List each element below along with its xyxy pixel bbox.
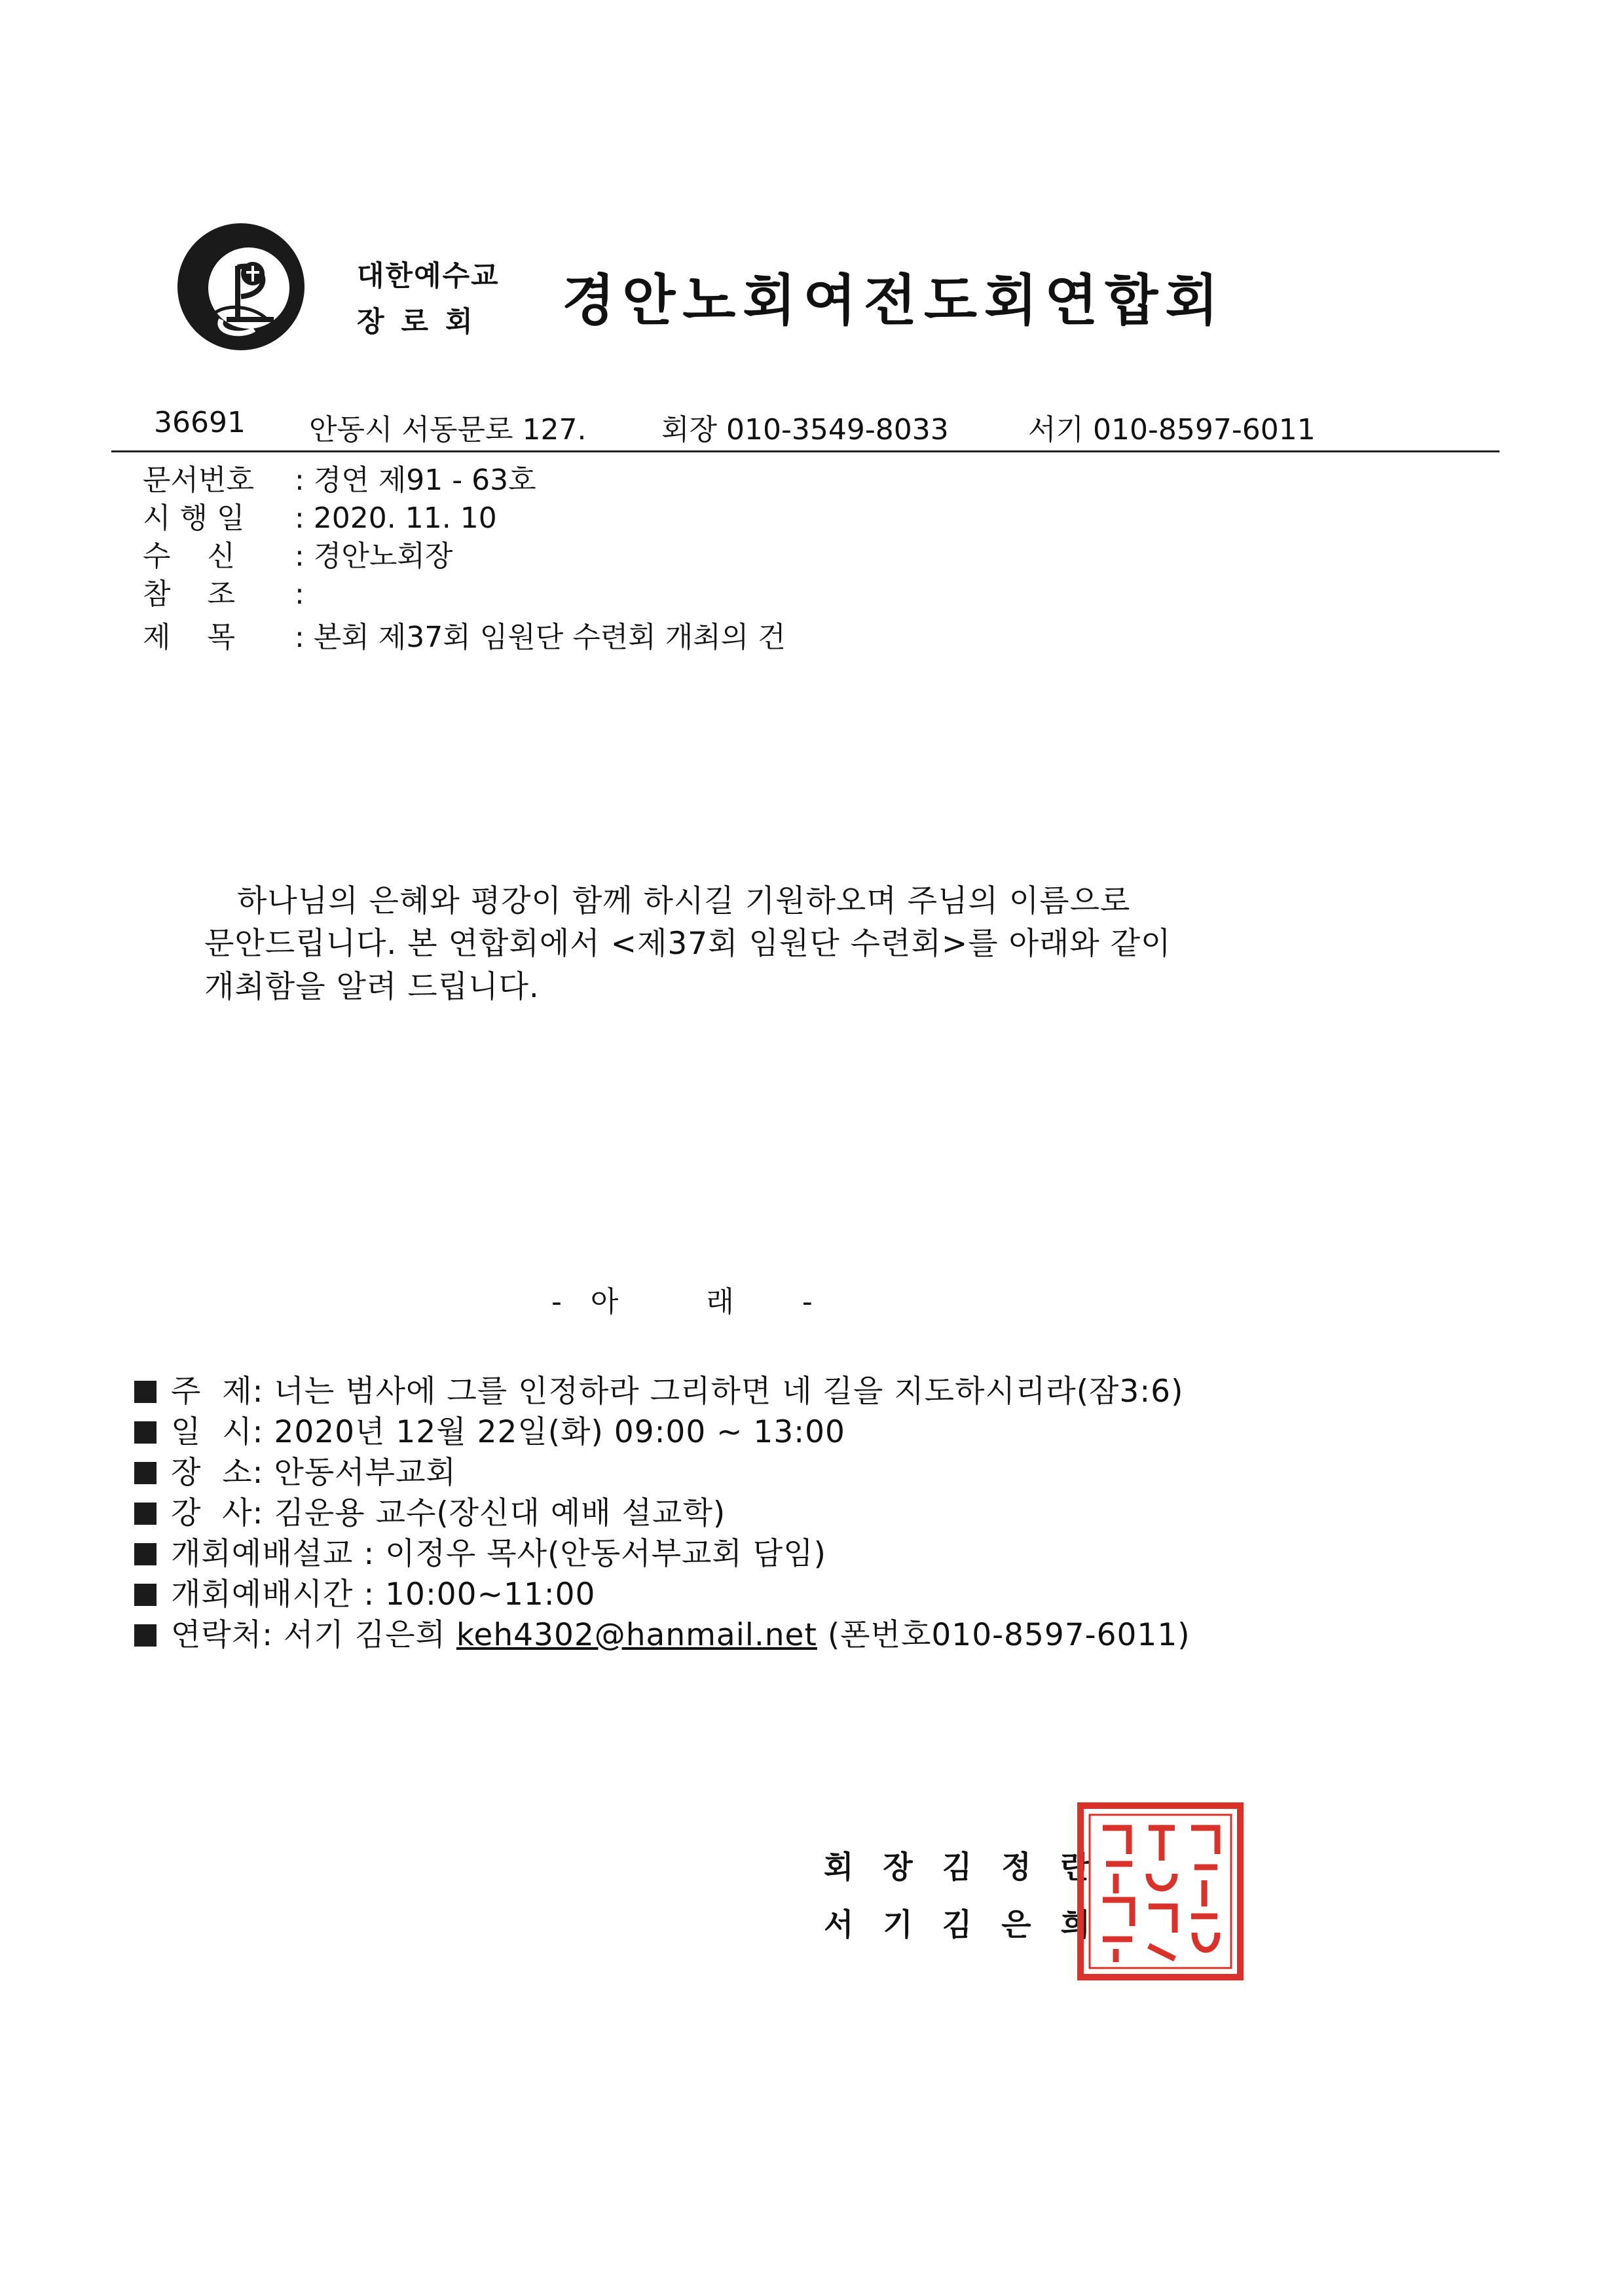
meta-label: 수 신 — [143, 539, 235, 573]
detail-value: : 10:00~11:00 — [353, 1576, 596, 1613]
detail-value: : 이정우 목사(안동서부교회 담임) — [353, 1536, 826, 1572]
recipient-row — [143, 532, 452, 574]
meta-value: : — [295, 577, 304, 611]
bullet-square-icon — [134, 1462, 157, 1484]
address: 안동시 서동문로 127. — [309, 413, 587, 446]
secretary-phone: 서기 010-8597-6011 — [1028, 413, 1316, 446]
meta-value: : 경안노회장 — [295, 539, 453, 573]
detail-label: 장 소: — [171, 1455, 264, 1491]
body-line-3: 개최함을 알려 드립니다. — [204, 969, 540, 1005]
meta-value: : 경연 제91 - 63호 — [295, 464, 536, 497]
notice-dash: - — [551, 1285, 562, 1319]
bullet-square-icon — [134, 1624, 157, 1647]
detail-value: 2020년 12월 22일(화) 09:00 ~ 13:00 — [263, 1414, 845, 1450]
detail-contact — [134, 1611, 1190, 1654]
detail-label: 개회예배시간 — [171, 1576, 354, 1613]
header-divider — [111, 450, 1500, 452]
meta-label: 시 행 일 — [143, 501, 245, 535]
signature-secretary: 서기김은희 — [824, 1907, 1120, 1943]
meta-value: : 2020. 11. 10 — [295, 501, 497, 535]
email-link[interactable]: keh4302@hanmail.net — [456, 1617, 817, 1653]
detail-theme — [134, 1367, 1183, 1411]
detail-label: 일 시: — [171, 1414, 264, 1450]
org-subtitle-line1: 대한예수교 — [357, 260, 500, 293]
org-subtitle-line2: 장로회 — [357, 306, 490, 338]
notice-text: 아 래 — [590, 1285, 773, 1319]
detail-place — [134, 1448, 456, 1492]
body-line-2: 문안드립니다. 본 연합회에서 <제37회 임원단 수련회>를 아래와 같이 — [204, 926, 1172, 962]
contact-line — [154, 406, 1333, 445]
notice-dash: - — [802, 1285, 813, 1319]
detail-value: 너는 범사에 그를 인정하라 그리하면 네 길을 지도하시리라(잠3:6) — [263, 1374, 1184, 1410]
postcode: 36691 — [154, 406, 246, 439]
meta-label: 문서번호 — [143, 464, 255, 497]
church-logo-icon — [175, 221, 306, 352]
org-title: 경안노회여전도회연합회 — [562, 268, 1226, 333]
bullet-square-icon — [134, 1503, 157, 1525]
detail-value: 김운용 교수(장신대 예배 설교학) — [263, 1495, 726, 1531]
detail-value: 서기 김은희 — [273, 1617, 456, 1653]
detail-datetime — [134, 1408, 845, 1451]
detail-label: 주 제: — [171, 1374, 264, 1410]
doc-number-row — [143, 456, 536, 498]
detail-value: 안동서부교회 — [263, 1455, 456, 1491]
detail-opening-sermon — [134, 1529, 826, 1573]
issue-date-row — [143, 494, 497, 536]
meta-label: 제 목 — [143, 621, 235, 654]
notice-heading — [551, 1278, 813, 1320]
body-line-1: 하나님의 은혜와 평강이 함께 하시길 기원하오며 주님의 이름으로 — [237, 883, 1131, 919]
detail-label: 강 사: — [171, 1495, 264, 1531]
reference-row — [143, 570, 304, 612]
signature-president: 회장김정란 — [824, 1850, 1120, 1886]
bullet-square-icon — [134, 1381, 157, 1403]
subject-row — [143, 613, 786, 655]
bullet-square-icon — [134, 1584, 157, 1606]
detail-opening-time — [134, 1570, 595, 1614]
detail-label: 개회예배설교 — [171, 1536, 354, 1572]
detail-value-tail: (폰번호010-8597-6011) — [817, 1617, 1190, 1653]
meta-value: : 본회 제37회 임원단 수련회 개최의 건 — [295, 621, 786, 654]
detail-speaker — [134, 1489, 726, 1533]
bullet-square-icon — [134, 1421, 157, 1444]
detail-label: 연락처: — [171, 1617, 274, 1653]
official-seal-icon — [1077, 1802, 1244, 1981]
president-phone: 회장 010-3549-8033 — [661, 413, 949, 446]
meta-label: 참 조 — [143, 577, 235, 611]
bullet-square-icon — [134, 1543, 157, 1565]
